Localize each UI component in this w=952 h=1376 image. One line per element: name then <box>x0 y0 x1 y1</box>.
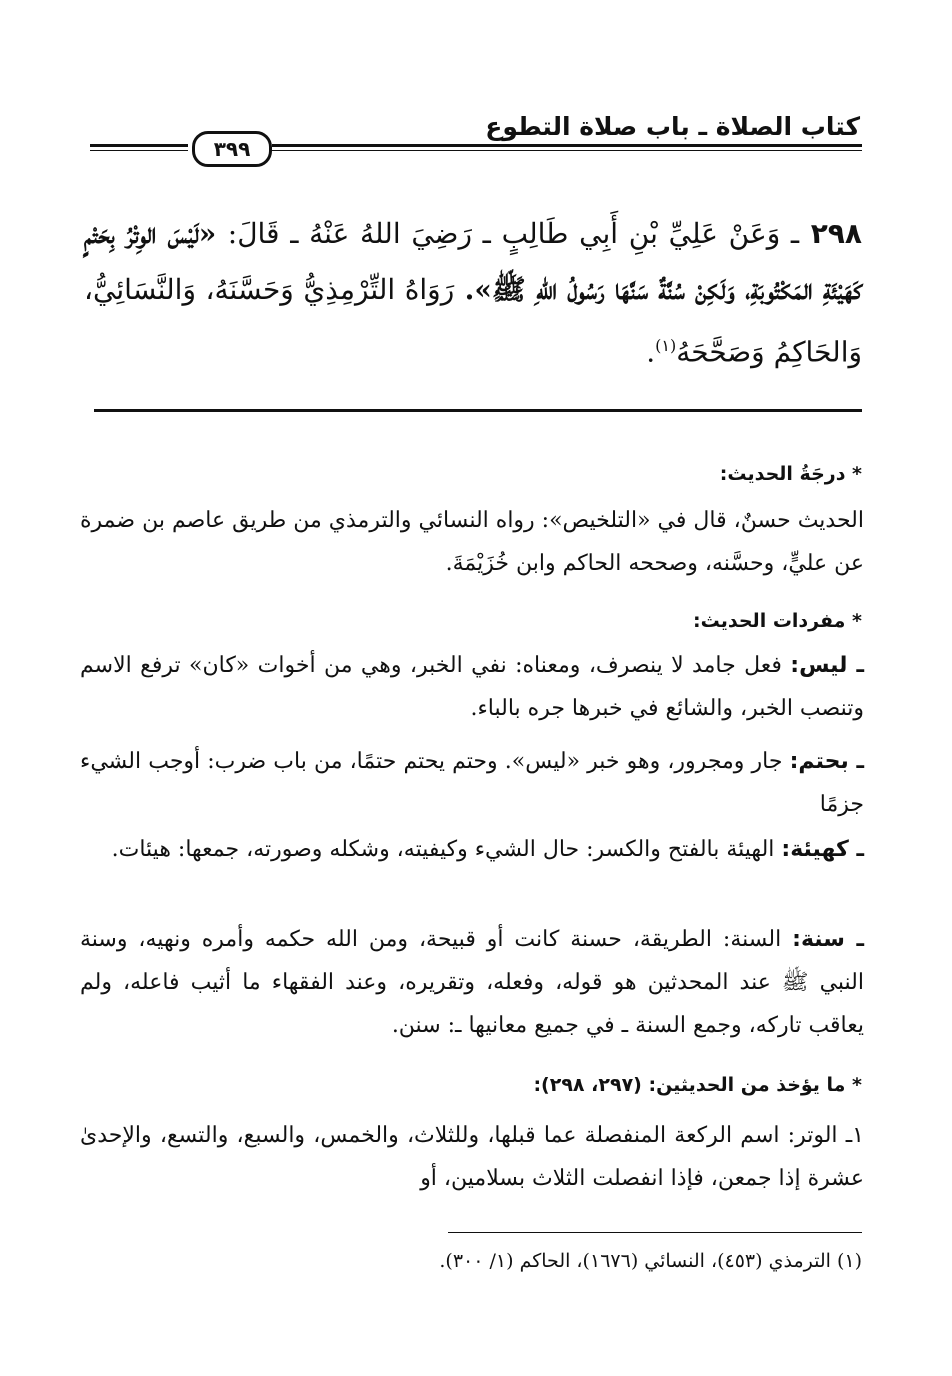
footnote-rule <box>448 1232 862 1233</box>
header-rule-left-thin <box>90 150 188 151</box>
footnote: (١) الترمذي (٤٥٣)، النسائي (١٦٧٦)، الحاكم (١/ ٣٠٠). <box>439 1250 862 1272</box>
lessons-heading: * ما يؤخذ من الحديثين: (٢٩٧، ٢٩٨): <box>533 1074 862 1096</box>
vocab-term: ـ سنة: <box>792 927 865 952</box>
hadith-intro: ـ وَعَنْ عَلِيِّ بْنِ أَبِي طَالِبٍ ـ رَضِيَ اللهُ عَنْهُ ـ قَالَ: <box>227 217 800 250</box>
grade-heading: * درجَةُ الحديث: <box>719 463 862 485</box>
page-number: ٣٩٩ <box>192 131 272 167</box>
vocabulary-heading: * مفردات الحديث: <box>693 610 862 632</box>
header-rule-left <box>90 144 188 147</box>
footnote-ref: (١) <box>655 336 677 355</box>
vocab-item-bihatm <box>80 740 864 826</box>
vocab-item-lays <box>80 644 864 730</box>
vocab-definition: فعل جامد لا ينصرف، ومعناه: نفي الخبر، وهي من أخوات «كان» ترفع الاسم وتنصب الخبر، والشائع في خبرها جره بالباء. <box>80 653 864 721</box>
hadith-source: رَوَاهُ التِّرْمِذِيُّ وَحَسَّنَهُ، وَالنَّسَائِيُّ، وَالحَاكِمُ وَصَحَّحَهُ <box>84 273 862 369</box>
running-title: كتاب الصلاة ـ باب صلاة التطوع <box>485 112 860 141</box>
header-rule-right-thin <box>272 150 862 151</box>
lessons-text: ١ـ الوتر: اسم الركعة المنفصلة عما قبلها، وللثلاث، والخمس، والسبع، والتسع، والإحدىٰ عشرة إذا جمعن، فإذا انفصلت الثلاث بسلامين، أو <box>80 1123 864 1191</box>
vocab-definition: جار ومجرور، وهو خبر «ليس». وحتم يحتم حتمًا، من باب ضرب: أوجب الشيء جزمًا <box>80 749 864 817</box>
hadith-number: ٢٩٨ <box>810 217 862 250</box>
grade-text: الحديث حسنٌ، قال في «التلخيص»: رواه النسائي والترمذي من طريق عاصم بن ضمرة عن عليٍّ، وحسَّنه، وصححه الحاكم وابن خُزَيْمَةَ. <box>80 508 864 576</box>
vocab-term: ـ بحتم: <box>789 749 864 774</box>
hadith-block: ٢٩٨ ـ وَعَنْ عَلِيِّ بْنِ أَبِي طَالِبٍ ـ رَضِيَ اللهُ عَنْهُ ـ قَالَ: «لَيْسَ الوِتْرُ بِحَتْمٍ كَهَيْئَةِ المَكْتُوبَةِ، وَلَكِنْ سُنَّةٌ سَنَّهَا رَسُولُ اللهِ ﷺ». رَوَاهُ التِّرْمِذِيُّ وَحَسَّنَهُ، وَالنَّسَائِيُّ، وَالحَاكِمُ وَصَحَّحَهُ$^{(١)}$. <box>84 217 863 369</box>
vocab-item-kahayah <box>80 828 864 871</box>
header-rule-right <box>272 144 862 147</box>
vocab-item-sunnah <box>80 918 864 1047</box>
vocab-term: ـ كهيئة: <box>781 837 864 862</box>
vocab-definition: الهيئة بالفتح والكسر: حال الشيء وكيفيته، وشكله وصورته، جمعها: هيئات. <box>111 837 775 862</box>
hadith-text: «لَيْسَ الوِتْرُ بِحَتْمٍ كَهَيْئَةِ المَكْتُوبَةِ، وَلَكِنْ سُنَّةٌ سَنَّهَا رَسُولُ اللهِ ﷺ». <box>84 217 863 306</box>
vocab-definition: السنة: الطريقة، حسنة كانت أو قبيحة، ومن الله حكمه وأمره ونهيه، وسنة النبي ﷺ عند المحدثين هو قوله، وفعله، وتقريره، وعند الفقهاء ما أثيب فاعله، ولم يعاقب تاركه، وجمع السنة ـ في جميع معانيها ـ: سنن. <box>80 927 864 1038</box>
vocab-term: ـ ليس: <box>790 653 865 678</box>
section-divider <box>94 409 862 412</box>
